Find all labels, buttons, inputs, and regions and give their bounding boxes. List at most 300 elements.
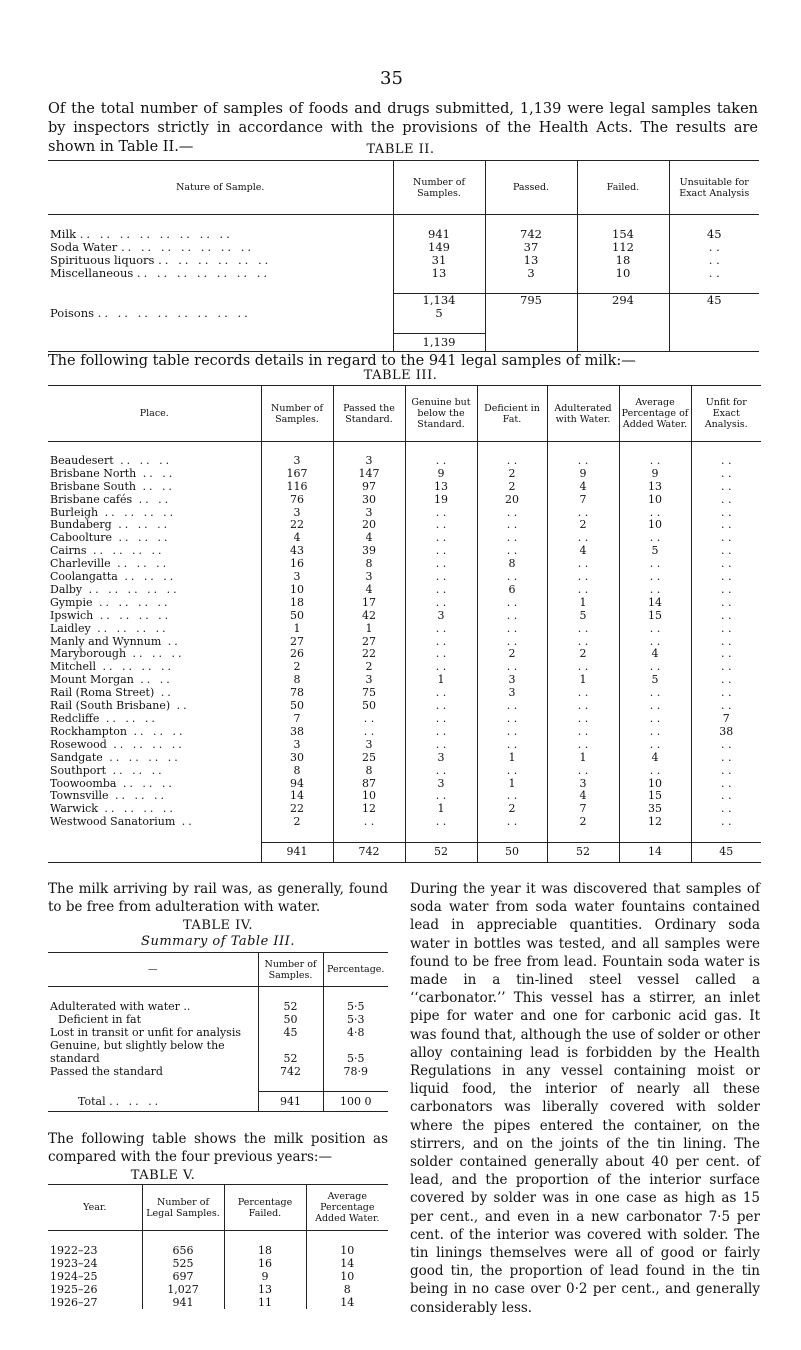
- table4-caption: TABLE IV.: [182, 918, 254, 933]
- t3-cell: . .: [691, 816, 761, 829]
- t3-cell: 22: [261, 519, 333, 532]
- table-row: Spirituous liquors .. .. .. .. .. .. 31 13 18 . .: [48, 254, 759, 267]
- t3-cell: 13: [619, 481, 691, 494]
- t3-cell: 8: [333, 558, 405, 571]
- t3-place-name: Warwick: [50, 802, 98, 816]
- t3-cell: . .: [619, 455, 691, 468]
- t2-cell: 149: [393, 241, 485, 254]
- t3-place-cell: Charleville .. .. ..: [50, 557, 170, 571]
- t3-cell: . .: [477, 739, 547, 752]
- t3-total: 14: [619, 843, 691, 863]
- t3-total: 941: [261, 843, 333, 863]
- t3-cell: . .: [477, 765, 547, 778]
- t3-place-name: Rail (South Brisbane): [50, 699, 171, 713]
- left-intro: The milk arriving by rail was, as generally, found to be free from adulteration with water.: [48, 881, 388, 916]
- t3-place-cell: Cairns .. .. .. ..: [50, 544, 165, 558]
- t2-row-name: Soda Water: [50, 240, 118, 254]
- t3-cell: 38: [691, 726, 761, 739]
- t3-cell: . .: [691, 648, 761, 661]
- t5-year: 1925–26: [50, 1283, 98, 1296]
- t3-cell: . .: [691, 610, 761, 623]
- t3-cell: 15: [619, 610, 691, 623]
- t5-cell: 1,027: [142, 1283, 224, 1296]
- t3-cell: 1: [405, 803, 477, 816]
- t3-cell: 2: [261, 661, 333, 674]
- t5-cell: 14: [306, 1257, 388, 1270]
- t3-place-name: Brisbane South: [50, 479, 136, 493]
- t2-row-name: Milk: [50, 227, 77, 241]
- t3-place-cell: Redcliffe .. .. ..: [50, 712, 158, 726]
- right-text: During the year it was discovered that samples of soda water from soda water fountains contained lead in appreciable quantities. Ordinary soda water in bottles was tested, and all samples were found to be free from lead. Fountain soda water is made in a tin-lined steel vessel called a ‘‘carbonator.’’ This vessel has a stirrer, an inlet pipe for water and one for carbonic acid gas. It was found that, although the use of solder or other alloy containing lead is forbidden by the Health Regulations in any vessel containing moist or liquid food, the interior of nearly all these carbonators was liberally covered with solder where the pipes entered the container, on the stirrers, and on the joints of the tin lining. The solder contained generally about 40 per cent. of lead, and the proportion of the interior surface covered by solder was in one case as high as 15 per cent., and even in a new carbonator 7·5 per cent. of the interior was covered with solder. The tin linings themselves were all of good or fairly good tin, the proportion of lead found in the tin being in no case over 0·2 per cent., and generally considerably less.: [410, 881, 760, 1316]
- t3-cell: . .: [547, 713, 619, 726]
- t3-h-deficient: Deficient in Fat.: [477, 386, 547, 442]
- t2-cell: 154: [577, 228, 669, 241]
- t3-cell: . .: [547, 532, 619, 545]
- t2-cell: 112: [577, 241, 669, 254]
- t3-place-cell: Brisbane North .. ..: [50, 466, 176, 480]
- t3-h-number: Number of Samples.: [261, 386, 333, 442]
- t3-cell: . .: [691, 455, 761, 468]
- t3-cell: . .: [691, 623, 761, 636]
- t4-cell: 52: [258, 1039, 323, 1065]
- t2-total: 1,139: [393, 334, 485, 352]
- t3-cell: 167: [261, 468, 333, 481]
- t3-cell: . .: [477, 507, 547, 520]
- t3-cell: 4: [333, 584, 405, 597]
- t3-cell: . .: [691, 803, 761, 816]
- t3-place-name: Brisbane cafés: [50, 492, 133, 506]
- t3-cell: 75: [333, 687, 405, 700]
- t2-cell: 941: [393, 228, 485, 241]
- t2-h-number: Number of Samples.: [393, 161, 485, 215]
- t3-cell: 1: [547, 674, 619, 687]
- table-3: [48, 385, 761, 863]
- table-row: [48, 1283, 388, 1296]
- t3-cell: 8: [261, 765, 333, 778]
- t3-cell: 27: [333, 636, 405, 649]
- t2-poisons-label: Poisons: [50, 306, 95, 320]
- t3-cell: . .: [405, 507, 477, 520]
- t3-cell: 7: [261, 713, 333, 726]
- t3-place-name: Gympie: [50, 595, 93, 609]
- table-row: [48, 1013, 388, 1026]
- t3-cell: . .: [547, 455, 619, 468]
- t3-cell: . .: [619, 765, 691, 778]
- t3-cell: . .: [477, 455, 547, 468]
- t4-h-number: Number of Samples.: [258, 953, 323, 987]
- t3-cell: 7: [547, 494, 619, 507]
- t5-cell: 697: [142, 1270, 224, 1283]
- t3-cell: . .: [691, 507, 761, 520]
- t4-total: 941: [258, 1092, 323, 1112]
- t4-h-blank: —: [148, 964, 158, 975]
- t3-cell: 3: [261, 571, 333, 584]
- t3-place-name: Caboolture: [50, 531, 113, 545]
- t3-cell: . .: [547, 726, 619, 739]
- t3-cell: . .: [405, 648, 477, 661]
- table-row: [48, 1065, 388, 1078]
- t3-cell: 3: [405, 610, 477, 623]
- t3-cell: 50: [261, 610, 333, 623]
- table-row: Poisons .. .. .. .. .. .. .. .. 5: [48, 307, 759, 320]
- t3-place-name: Dalby: [50, 582, 83, 596]
- t3-cell: 22: [333, 648, 405, 661]
- t3-place-name: Rockhampton: [50, 724, 127, 738]
- t3-cell: 10: [261, 584, 333, 597]
- t5-cell: 525: [142, 1257, 224, 1270]
- t3-cell: . .: [547, 571, 619, 584]
- t3-cell: . .: [405, 455, 477, 468]
- table-row: [48, 1000, 388, 1013]
- t3-h-place: Place.: [139, 408, 169, 419]
- t3-cell: . .: [477, 816, 547, 829]
- t3-cell: 3: [477, 674, 547, 687]
- t3-place-cell: Laidley .. .. .. ..: [50, 621, 169, 635]
- t3-cell: . .: [477, 532, 547, 545]
- t3-cell: 1: [547, 752, 619, 765]
- t3-cell: 3: [333, 674, 405, 687]
- t3-h-average: Average Percentage of Added Water.: [619, 386, 691, 442]
- t3-cell: . .: [405, 571, 477, 584]
- t3-cell: . .: [547, 739, 619, 752]
- t3-cell: 3: [261, 507, 333, 520]
- table-row: [48, 1244, 388, 1257]
- t3-cell: 14: [619, 597, 691, 610]
- t3-cell: . .: [477, 790, 547, 803]
- t3-cell: . .: [333, 713, 405, 726]
- t3-cell: . .: [619, 584, 691, 597]
- t4-label: Lost in transit or unfit for analysis: [50, 1026, 241, 1039]
- t3-cell: . .: [619, 739, 691, 752]
- t3-cell: 3: [547, 778, 619, 791]
- t3-h-genuine: Genuine but below the Standard.: [405, 386, 477, 442]
- t3-place-cell: Burleigh .. .. .. ..: [50, 505, 177, 519]
- t3-cell: 14: [261, 790, 333, 803]
- t3-cell: 8: [477, 558, 547, 571]
- table3-caption: TABLE III.: [363, 368, 438, 383]
- t3-cell: . .: [477, 700, 547, 713]
- t3-place-name: Burleigh: [50, 505, 99, 519]
- t3-cell: 2: [333, 661, 405, 674]
- t3-cell: 3: [405, 752, 477, 765]
- t3-cell: 35: [619, 803, 691, 816]
- t5-cell: 18: [224, 1244, 306, 1257]
- table-row: [48, 1257, 388, 1270]
- t5-year: 1922–23: [50, 1244, 98, 1257]
- t3-cell: . .: [547, 623, 619, 636]
- t3-cell: . .: [477, 636, 547, 649]
- t3-cell: . .: [691, 597, 761, 610]
- t3-place-name: Brisbane North: [50, 466, 137, 480]
- t3-cell: . .: [691, 481, 761, 494]
- t3-cell: . .: [691, 468, 761, 481]
- t3-cell: . .: [405, 636, 477, 649]
- t3-cell: . .: [405, 726, 477, 739]
- t3-cell: . .: [333, 816, 405, 829]
- t3-cell: . .: [405, 687, 477, 700]
- t5-year: 1923–24: [50, 1257, 98, 1270]
- t4-cell: 5·3: [323, 1013, 388, 1026]
- t3-place-cell: Bundaberg .. .. ..: [50, 518, 171, 532]
- t3-cell: . .: [691, 532, 761, 545]
- t3-cell: . .: [405, 765, 477, 778]
- t3-cell: . .: [619, 636, 691, 649]
- t3-cell: 4: [619, 752, 691, 765]
- table3-intro: The following table records details in regard to the 941 legal samples of milk:—: [48, 353, 636, 369]
- t3-h-adulterated: Adulterated with Water.: [547, 386, 619, 442]
- t3-cell: 19: [405, 494, 477, 507]
- t3-place-cell: Ipswich .. .. .. ..: [50, 608, 172, 622]
- t3-h-unfit: Unfit for Exact Analysis.: [691, 386, 761, 442]
- t3-cell: 6: [477, 584, 547, 597]
- t3-cell: 3: [333, 571, 405, 584]
- t3-place-cell: Toowoomba .. .. ..: [50, 776, 175, 790]
- t3-place-cell: Westwood Sanatorium ..: [50, 815, 195, 829]
- t2-cell: 13: [485, 254, 577, 267]
- table-2: [48, 160, 759, 352]
- t3-cell: . .: [405, 584, 477, 597]
- t3-cell: 76: [261, 494, 333, 507]
- t3-cell: 27: [261, 636, 333, 649]
- t3-cell: 9: [619, 468, 691, 481]
- t4-cell: 5·5: [323, 1000, 388, 1013]
- t3-cell: . .: [691, 790, 761, 803]
- t3-cell: 12: [619, 816, 691, 829]
- t2-row-name: Miscellaneous: [50, 266, 134, 280]
- t3-cell: 5: [619, 674, 691, 687]
- t3-place-name: Southport: [50, 763, 107, 777]
- t3-cell: . .: [477, 726, 547, 739]
- t3-cell: . .: [619, 713, 691, 726]
- t3-cell: . .: [405, 700, 477, 713]
- table-row: Soda Water .. .. .. .. .. .. .. 149 37 112 . .: [48, 241, 759, 254]
- t5-year: 1924–25: [50, 1270, 98, 1283]
- t5-cell: 14: [306, 1296, 388, 1309]
- t3-cell: 1: [405, 674, 477, 687]
- t3-total: 45: [691, 843, 761, 863]
- t3-cell: . .: [405, 661, 477, 674]
- t3-total: 52: [547, 843, 619, 863]
- t3-cell: 2: [477, 803, 547, 816]
- t3-cell: . .: [691, 778, 761, 791]
- t3-cell: 10: [619, 519, 691, 532]
- t3-cell: 2: [477, 468, 547, 481]
- t5-cell: 10: [306, 1270, 388, 1283]
- t4-total-label: Total: [78, 1094, 106, 1108]
- t4-cell: 78·9: [323, 1065, 388, 1078]
- t3-cell: 9: [405, 468, 477, 481]
- table-row: Milk .. .. .. .. .. .. .. .. 941 742 154 45: [48, 228, 759, 241]
- t3-place-name: Sandgate: [50, 750, 103, 764]
- t5-cell: 9: [224, 1270, 306, 1283]
- table5-caption: TABLE V.: [130, 1168, 196, 1183]
- t4-cell: 742: [258, 1065, 323, 1078]
- t3-cell: . .: [691, 636, 761, 649]
- intro-paragraph: Of the total number of samples of foods and drugs submitted, 1,139 were legal samples taken by inspectors strictly in accordance with the provisions of the Health Acts. The results are shown in Table II.—: [48, 101, 758, 155]
- table-5: [48, 1184, 388, 1309]
- t3-cell: 10: [619, 778, 691, 791]
- t2-cell: 3: [485, 267, 577, 280]
- t3-place-name: Maryborough: [50, 647, 127, 661]
- t3-cell: . .: [405, 519, 477, 532]
- t2-h-unsuitable: Unsuitable for Exact Analysis: [669, 161, 759, 215]
- t2-h-passed: Passed.: [485, 161, 577, 215]
- t3-place-cell: Maryborough .. .. ..: [50, 647, 185, 661]
- t3-cell: 50: [261, 700, 333, 713]
- table-row: [48, 816, 761, 829]
- t3-place-name: Bundaberg: [50, 518, 112, 532]
- t4-cell: 52: [258, 1000, 323, 1013]
- t3-cell: . .: [477, 519, 547, 532]
- t3-place-cell: Rockhampton .. .. ..: [50, 724, 186, 738]
- t5-cell: 13: [224, 1283, 306, 1296]
- t3-place-name: Laidley: [50, 621, 91, 635]
- t3-cell: 39: [333, 545, 405, 558]
- t3-cell: . .: [405, 790, 477, 803]
- t3-place-cell: Rosewood .. .. .. ..: [50, 737, 185, 751]
- t5-cell: 941: [142, 1296, 224, 1309]
- t3-place-name: Beaudesert: [50, 453, 114, 467]
- table-4: — Number of Samples. Percentage. Adulterated with water .. 52 5·5 Deficient in fat 50 5·3 Lost in transit or unfit for analysis 45 4·8 Genuine, but slightly below the standard 52 5·5 Passed the standard 742 78·9 Total .. .. .. 941 100 0: [48, 952, 388, 1112]
- t4-cell: 45: [258, 1026, 323, 1039]
- t3-cell: 3: [333, 455, 405, 468]
- t3-cell: . .: [477, 713, 547, 726]
- t3-cell: . .: [477, 623, 547, 636]
- t3-cell: . .: [477, 571, 547, 584]
- t3-cell: 2: [547, 816, 619, 829]
- t3-cell: 16: [261, 558, 333, 571]
- t5-cell: 11: [224, 1296, 306, 1309]
- t3-cell: 2: [477, 648, 547, 661]
- t2-cell: 742: [485, 228, 577, 241]
- t3-cell: . .: [691, 571, 761, 584]
- t3-cell: 4: [547, 790, 619, 803]
- t2-cell: 10: [577, 267, 669, 280]
- t4-cell: 4·8: [323, 1026, 388, 1039]
- t3-cell: . .: [691, 545, 761, 558]
- t3-cell: 15: [619, 790, 691, 803]
- t3-place-cell: Sandgate .. .. .. ..: [50, 750, 181, 764]
- t3-place-name: Rail (Roma Street): [50, 686, 155, 700]
- t3-cell: . .: [547, 700, 619, 713]
- t3-cell: 147: [333, 468, 405, 481]
- t3-cell: 7: [547, 803, 619, 816]
- t3-cell: 20: [477, 494, 547, 507]
- t4-label: Adulterated with water ..: [50, 1000, 191, 1013]
- table-row: [48, 1296, 388, 1309]
- t5-h-failed: Percentage Failed.: [224, 1185, 306, 1231]
- table2-caption: TABLE II.: [366, 142, 435, 157]
- t3-cell: 1: [477, 778, 547, 791]
- t3-place-cell: Warwick .. .. .. ..: [50, 802, 176, 816]
- t4-cell: 50: [258, 1013, 323, 1026]
- t3-cell: 13: [405, 481, 477, 494]
- t3-cell: 18: [261, 597, 333, 610]
- t3-cell: . .: [691, 519, 761, 532]
- t3-cell: 4: [547, 545, 619, 558]
- t3-cell: . .: [547, 661, 619, 674]
- t3-cell: 20: [333, 519, 405, 532]
- t3-place-cell: Rail (South Brisbane) ..: [50, 699, 190, 713]
- t3-cell: . .: [405, 597, 477, 610]
- t3-cell: 3: [333, 507, 405, 520]
- t3-cell: 10: [619, 494, 691, 507]
- t3-cell: 3: [405, 778, 477, 791]
- t3-cell: . .: [619, 532, 691, 545]
- t5-cell: 8: [306, 1283, 388, 1296]
- t2-h-nature: Nature of Sample.: [176, 182, 265, 193]
- t3-cell: 26: [261, 648, 333, 661]
- t3-place-cell: Brisbane cafés .. ..: [50, 492, 172, 506]
- t2-subtotal: 795: [485, 294, 577, 308]
- t3-cell: 30: [261, 752, 333, 765]
- t3-cell: . .: [619, 623, 691, 636]
- t3-place-name: Manly and Wynnum: [50, 634, 162, 648]
- t2-cell: . .: [669, 241, 759, 254]
- t3-cell: . .: [691, 752, 761, 765]
- t5-h-water: Average Percentage Added Water.: [306, 1185, 388, 1231]
- t3-cell: . .: [619, 571, 691, 584]
- t3-place-cell: Rail (Roma Street) ..: [50, 686, 174, 700]
- t3-cell: . .: [405, 545, 477, 558]
- t5-h-number: Number of Legal Samples.: [142, 1185, 224, 1231]
- t3-cell: 4: [547, 481, 619, 494]
- t3-cell: 1: [261, 623, 333, 636]
- t3-cell: . .: [405, 713, 477, 726]
- page-number: 35: [380, 68, 403, 89]
- t3-cell: . .: [547, 507, 619, 520]
- t3-total: 50: [477, 843, 547, 863]
- t3-cell: 87: [333, 778, 405, 791]
- t3-cell: . .: [547, 687, 619, 700]
- t3-place-name: Mitchell: [50, 660, 96, 674]
- t3-cell: 1: [477, 752, 547, 765]
- t5-cell: 16: [224, 1257, 306, 1270]
- t3-cell: . .: [691, 674, 761, 687]
- t3-cell: 1: [333, 623, 405, 636]
- t3-cell: 9: [547, 468, 619, 481]
- t3-place-cell: Manly and Wynnum ..: [50, 634, 181, 648]
- t3-h-passed: Passed the Standard.: [333, 386, 405, 442]
- t4-label: Passed the standard: [50, 1065, 163, 1078]
- t3-cell: . .: [477, 545, 547, 558]
- t3-cell: . .: [691, 765, 761, 778]
- t3-cell: 4: [261, 532, 333, 545]
- t3-place-cell: Southport .. .. ..: [50, 763, 165, 777]
- t3-cell: 116: [261, 481, 333, 494]
- t5-cell: 656: [142, 1244, 224, 1257]
- t3-cell: . .: [619, 558, 691, 571]
- t2-cell: 37: [485, 241, 577, 254]
- t3-cell: . .: [691, 661, 761, 674]
- t3-cell: 17: [333, 597, 405, 610]
- table5-intro: The following table shows the milk position as compared with the four previous years:—: [48, 1131, 388, 1166]
- t3-cell: 7: [691, 713, 761, 726]
- t3-cell: 2: [477, 481, 547, 494]
- t3-cell: . .: [547, 584, 619, 597]
- t3-cell: 3: [333, 739, 405, 752]
- t3-cell: . .: [405, 623, 477, 636]
- t3-cell: . .: [691, 687, 761, 700]
- t3-place-name: Charleville: [50, 557, 111, 571]
- t3-place-name: Cairns: [50, 544, 87, 558]
- t3-cell: 2: [547, 648, 619, 661]
- t2-poisons-value: 5: [393, 307, 485, 320]
- table-row: [48, 1026, 388, 1039]
- t3-cell: 3: [261, 455, 333, 468]
- t3-cell: . .: [477, 597, 547, 610]
- t3-total: 52: [405, 843, 477, 863]
